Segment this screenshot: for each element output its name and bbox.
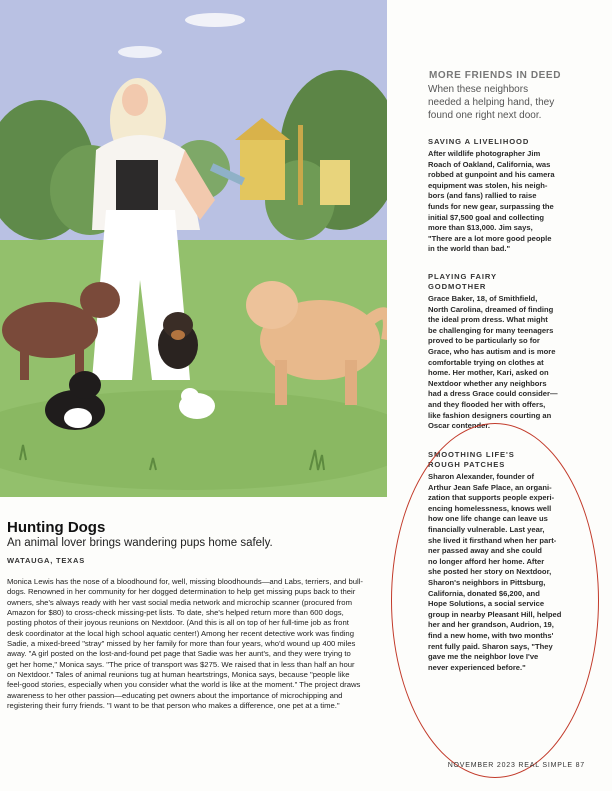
body-line: financially vulnerable. Last year, (428, 524, 545, 534)
body-line: Amazon for $80) to cross-check missing-pet lists. To date, she's helped return more than 600 dogs, (7, 608, 344, 618)
cloud (118, 46, 162, 58)
body-line: the ideal prom dress. What might (428, 315, 548, 325)
body-line: more than $13,000. Jim says, (428, 223, 533, 233)
body-line: gave me the neighbor love I've (428, 652, 539, 662)
sidebar-item-body (428, 294, 591, 432)
body-line: had a dress Grace could consider— (428, 389, 558, 399)
body-line: be challenging for many teenagers (428, 325, 554, 335)
body-line: comfortable trying on clothes at (428, 357, 544, 367)
body-line: North Carolina, dreamed of finding (428, 304, 554, 314)
body-line: registering their furry friends. "I want to be that person who makes a difference, one pet at a time." (7, 701, 340, 711)
body-line: desk coordinator at the local high school aquatic center!) Among her recent detective work was finding (7, 628, 354, 638)
top (116, 160, 158, 210)
body-line: no longer afford her home. After (428, 556, 545, 566)
sidebar-item-title (428, 272, 593, 292)
intro-line: When these neighbors (428, 84, 529, 95)
body-line: owners, she's always ready with her vast social media network and microchip scanner (procured from (7, 597, 352, 607)
body-line: home. Her mother, Kari, asked on (428, 368, 549, 378)
body-line: Roach of Oakland, California, was (428, 159, 551, 169)
body-line: awareness to her other passion—educating pet owners about the importance of microchipping and (7, 690, 343, 700)
body-line: Grace Baker, 18, of Smithfield, (428, 294, 538, 303)
body-line: After wildlife photographer Jim (428, 149, 541, 158)
sidebar-item-title (428, 450, 593, 470)
body-line: she posted her story on Nextdoor, (428, 567, 552, 577)
body-line: find a new home, with two months' (428, 630, 554, 640)
cloud (185, 13, 245, 27)
body-line: Grace, who has autism and is more (428, 346, 556, 356)
body-line: robbed at gunpoint and his camera (428, 170, 555, 180)
body-line: California, donated $6,200, and (428, 588, 540, 598)
body-line: Sharon Alexander, founder of (428, 472, 535, 481)
body-line: get her home," Monica says. "The price of transport was $275. We raised that in less than half an hour (7, 659, 355, 669)
sidebar-heading: MORE FRIENDS IN DEED (429, 70, 562, 81)
body-line: like fashion designers courting an (428, 410, 552, 420)
body-line: her and her grandson, Audrion, 19, (428, 620, 554, 630)
body-line: posting photos of their joyous reunions on Nextdoor. (And this is all on top of her full-time job as front (7, 618, 349, 628)
body-line: in the world than bad." (428, 244, 511, 254)
body-line: proved to be particularly so for (428, 336, 540, 346)
story-title: Hunting Dogs (7, 519, 106, 536)
body-line: "There are a lot more good people (428, 233, 552, 243)
story-body (7, 577, 390, 711)
playground (240, 140, 285, 200)
body-line: feel-good stories, especially when you consider what the world is like at the moment." The project draws (7, 680, 361, 690)
body-line: zation that supports people experi- (428, 493, 555, 503)
page-folio: NOVEMBER 2023 REAL SIMPLE 87 (447, 762, 585, 769)
face (122, 84, 148, 116)
body-line: Monica Lewis has the nose of a bloodhound for, well, missing bloodhounds—and Labs, terriers, and bull- (7, 577, 363, 586)
body-line: group in nearby Pleasant Hill, helped (428, 609, 562, 619)
title-line: ROUGH PATCHES (428, 460, 506, 469)
dog-walk-illustration (0, 0, 387, 497)
title-line: SAVING A LIVELIHOOD (428, 137, 530, 146)
slide (320, 160, 350, 205)
body-line: rent fully paid. Sharon says, "They (428, 641, 553, 651)
body-line: encing homelessness, knows well (428, 503, 552, 513)
body-line: and they flooded her with offers, (428, 399, 546, 409)
body-line: ner passed away and she could (428, 546, 542, 556)
body-line: how one life change can leave us (428, 514, 548, 524)
body-line: equipment was stolen, his neigh- (428, 180, 548, 190)
body-line: Arthur Jean Safe Place, an organi- (428, 482, 552, 492)
body-line: on Nextdoor." Tales of animal reunions tug at human heartstrings, Monica says, because "people like (7, 670, 350, 680)
intro-line: found one right next door. (428, 110, 542, 121)
body-line: Oscar contender. (428, 421, 491, 431)
body-line: dogs. Renowned in her community for her dogged determination to help get missing pups back to their (7, 587, 356, 597)
title-line: SMOOTHING LIFE'S (428, 450, 515, 459)
body-line: away. "A girl posted on the lost-and-found pet page that Sadie was her aunt's, and they were trying to (7, 649, 351, 659)
body-line: she lived it firsthand when her part- (428, 535, 557, 545)
story-location: WATAUGA, TEXAS (7, 556, 86, 565)
sidebar-item-title (428, 137, 593, 147)
story-deck: An animal lover brings wandering pups home safely. (7, 537, 273, 549)
intro-line: needed a helping hand, they (428, 97, 555, 108)
sidebar-item-body (428, 149, 591, 255)
body-line: Hope Solutions, a social service (428, 599, 545, 609)
body-line: Nextdoor whether any neighbors (428, 378, 547, 388)
playground-post (298, 125, 303, 205)
body-line: never experienced before." (428, 662, 526, 672)
body-line: Sadie, a mixed-breed "stray" missed by her family for more than four years, who'd wound up 400 miles (7, 639, 356, 649)
rottweiler-puppy (158, 312, 198, 369)
title-line: GODMOTHER (428, 282, 487, 291)
body-line: funds for new gear, surpassing the (428, 201, 554, 211)
title-line: PLAYING FAIRY (428, 272, 497, 281)
body-line: initial $7,500 goal and collecting (428, 212, 545, 222)
sidebar-intro (428, 83, 598, 122)
sidebar-item-body (428, 472, 591, 673)
body-line: Sharon's neighbors in Pittsburg, (428, 577, 546, 587)
body-line: bors (and fans) rallied to raise (428, 191, 537, 201)
